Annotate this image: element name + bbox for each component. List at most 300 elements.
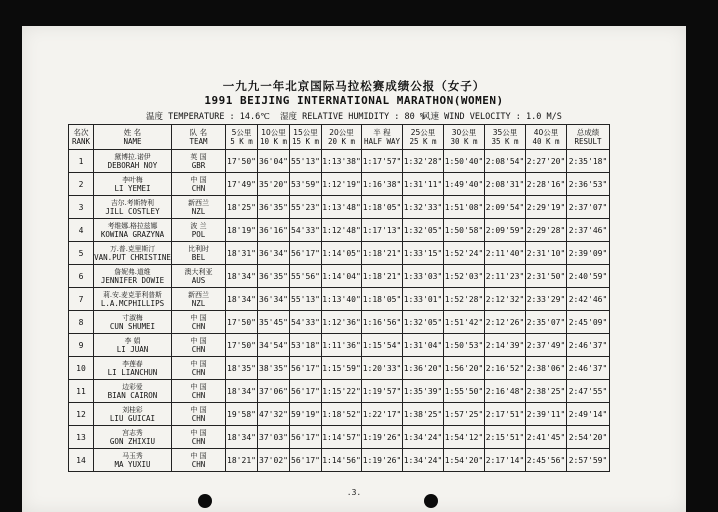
team-chinese: 中 国 xyxy=(190,175,207,184)
split-time-cell: 38'35" xyxy=(258,357,290,380)
team-code: CHN xyxy=(191,459,206,469)
split-time-cell: 18'34" xyxy=(226,288,258,311)
split-time-cell: 1:56'20" xyxy=(444,357,485,380)
split-time-cell: 55'13" xyxy=(290,150,322,173)
split-time-cell: 1:50'58" xyxy=(444,219,485,242)
name-english: LI YEMEI xyxy=(114,183,151,193)
split-time-cell: 1:33'15" xyxy=(403,242,444,265)
table-row xyxy=(69,449,610,472)
team-chinese: 新西兰 xyxy=(188,290,209,299)
name-chinese: 寸淑梅 xyxy=(122,313,143,322)
rank-cell: 2 xyxy=(69,173,94,196)
team-chinese: 中 国 xyxy=(190,313,207,322)
split-time-cell: 2:33'29" xyxy=(526,288,567,311)
split-time-cell: 1:12'48" xyxy=(322,219,362,242)
column-header-cn: 5公里 xyxy=(231,128,252,137)
split-time-cell: 56'17" xyxy=(290,357,322,380)
column-header-en: 35 K m xyxy=(491,137,519,146)
split-time-cell: 18'31" xyxy=(226,242,258,265)
split-time-cell: 2:38'06" xyxy=(526,357,567,380)
split-time-cell: 1:19'26" xyxy=(362,426,403,449)
split-time-cell: 1:13'48" xyxy=(322,196,362,219)
rank-cell: 6 xyxy=(69,265,94,288)
split-time-cell: 36'35" xyxy=(258,265,290,288)
split-time-cell: 55'56" xyxy=(290,265,322,288)
split-time-cell: 1:14'05" xyxy=(322,242,362,265)
split-time-cell: 59'19" xyxy=(290,403,322,426)
table-row xyxy=(69,196,610,219)
humidity-label-cn: 湿度 xyxy=(280,112,298,122)
result-cell: 2:37'46" xyxy=(567,219,610,242)
split-time-cell: 1:14'57" xyxy=(322,426,362,449)
name-english: JILL COSTLEY xyxy=(105,206,160,216)
team-code: CHN xyxy=(191,390,206,400)
split-time-cell: 34'54" xyxy=(258,334,290,357)
result-cell: 2:42'46" xyxy=(567,288,610,311)
split-time-cell: 1:13'38" xyxy=(322,150,362,173)
rank-cell: 9 xyxy=(69,334,94,357)
name-chinese: 黛博拉.诺伊 xyxy=(114,152,151,161)
column-header xyxy=(69,125,94,150)
name-cell xyxy=(94,265,172,288)
name-cell xyxy=(94,288,172,311)
name-chinese: 宫志秀 xyxy=(122,428,143,437)
split-time-cell: 2:11'23" xyxy=(485,265,526,288)
split-time-cell: 2:35'07" xyxy=(526,311,567,334)
column-header-en: 10 K m xyxy=(259,137,288,146)
rank-cell: 7 xyxy=(69,288,94,311)
team-chinese: 澳大利亚 xyxy=(184,267,213,276)
column-header-cn: 半 程 xyxy=(373,128,391,137)
title-chinese: 一九九一年北京国际马拉松赛成绩公报（女子） xyxy=(222,79,486,93)
split-time-cell: 35'20" xyxy=(258,173,290,196)
column-header-cn: 35公里 xyxy=(492,128,518,137)
split-time-cell: 1:13'40" xyxy=(322,288,362,311)
split-time-cell: 17'50" xyxy=(226,311,258,334)
split-time-cell: 1:18'05" xyxy=(362,196,403,219)
split-time-cell: 1:34'24" xyxy=(403,426,444,449)
split-time-cell: 2:31'10" xyxy=(526,242,567,265)
name-english: VAN.PUT CHRISTINE xyxy=(94,252,171,262)
split-time-cell: 1:31'04" xyxy=(403,334,444,357)
team-code: NZL xyxy=(191,298,206,308)
split-time-cell: 2:08'31" xyxy=(485,173,526,196)
team-code: NZL xyxy=(191,206,206,216)
team-cell xyxy=(172,288,226,311)
name-cell xyxy=(94,449,172,472)
wind-value: WIND VELOCITY : 1.0 M/S xyxy=(444,112,562,122)
table-row xyxy=(69,242,610,265)
split-time-cell: 1:18'52" xyxy=(322,403,362,426)
column-header xyxy=(94,125,172,150)
column-header xyxy=(567,125,610,150)
name-chinese: 詹妮弗.道维 xyxy=(114,267,151,276)
name-english: LI JUAN xyxy=(116,344,149,354)
name-chinese: 李 娟 xyxy=(124,336,141,345)
split-time-cell: 36'34" xyxy=(258,242,290,265)
split-time-cell: 18'25" xyxy=(226,196,258,219)
name-cell xyxy=(94,311,172,334)
split-time-cell: 2:39'11" xyxy=(526,403,567,426)
split-time-cell: 2:45'56" xyxy=(526,449,567,472)
split-time-cell: 1:52'03" xyxy=(444,265,485,288)
column-header-en: RESULT xyxy=(574,137,602,146)
team-code: CHN xyxy=(191,367,206,377)
split-time-cell: 18'21" xyxy=(226,449,258,472)
result-cell: 2:45'09" xyxy=(567,311,610,334)
team-cell xyxy=(172,380,226,403)
result-cell: 2:57'59" xyxy=(567,449,610,472)
name-english: CUN SHUMEI xyxy=(109,321,156,331)
name-cell xyxy=(94,357,172,380)
binder-hole xyxy=(198,494,212,508)
split-time-cell: 1:50'40" xyxy=(444,150,485,173)
column-header-en: 5 K m xyxy=(230,137,253,146)
team-cell xyxy=(172,449,226,472)
title-english: 1991 BEIJING INTERNATIONAL MARATHON(WOMEN) xyxy=(204,94,504,107)
column-header xyxy=(226,125,258,150)
split-time-cell: 1:33'01" xyxy=(403,288,444,311)
team-cell xyxy=(172,173,226,196)
name-chinese: 莉.安.麦克菲利普斯 xyxy=(103,290,162,299)
team-code: CHN xyxy=(191,436,206,446)
column-header-cn: 40公里 xyxy=(533,128,559,137)
split-time-cell: 1:19'57" xyxy=(362,380,403,403)
team-chinese: 比利时 xyxy=(188,244,209,253)
table-row xyxy=(69,150,610,173)
column-header-cn: 25公里 xyxy=(410,128,436,137)
name-english: KOWINA GRAZYNA xyxy=(100,229,165,239)
split-time-cell: 1:55'50" xyxy=(444,380,485,403)
table-row xyxy=(69,357,610,380)
name-english: GON ZHIXIU xyxy=(109,436,156,446)
result-cell: 2:35'18" xyxy=(567,150,610,173)
result-cell: 2:36'53" xyxy=(567,173,610,196)
team-cell xyxy=(172,219,226,242)
table-row xyxy=(69,426,610,449)
column-header xyxy=(290,125,322,150)
column-header-cn: 队 名 xyxy=(189,128,208,137)
name-cell xyxy=(94,334,172,357)
column-header xyxy=(526,125,567,150)
name-cell xyxy=(94,196,172,219)
name-cell xyxy=(94,403,172,426)
page-number: .3. xyxy=(346,488,362,497)
column-header xyxy=(485,125,526,150)
split-time-cell: 1:20'33" xyxy=(362,357,403,380)
split-time-cell: 17'50" xyxy=(226,150,258,173)
table-row xyxy=(69,380,610,403)
team-cell xyxy=(172,334,226,357)
result-cell: 2:39'09" xyxy=(567,242,610,265)
split-time-cell: 37'03" xyxy=(258,426,290,449)
split-time-cell: 2:17'14" xyxy=(485,449,526,472)
column-header-cn: 10公里 xyxy=(261,128,286,137)
split-time-cell: 1:49'40" xyxy=(444,173,485,196)
rank-cell: 14 xyxy=(69,449,94,472)
split-time-cell: 1:54'20" xyxy=(444,449,485,472)
wind-line xyxy=(422,110,562,122)
split-time-cell: 1:12'36" xyxy=(322,311,362,334)
name-cell xyxy=(94,426,172,449)
split-time-cell: 1:50'53" xyxy=(444,334,485,357)
result-cell: 2:47'55" xyxy=(567,380,610,403)
wind-label-cn: 风速 xyxy=(422,112,440,122)
split-time-cell: 1:33'03" xyxy=(403,265,444,288)
split-time-cell: 2:31'50" xyxy=(526,265,567,288)
rank-cell: 12 xyxy=(69,403,94,426)
name-english: DEBORAH NOY xyxy=(107,160,158,170)
split-time-cell: 2:12'32" xyxy=(485,288,526,311)
split-time-cell: 1:38'25" xyxy=(403,403,444,426)
split-time-cell: 19'58" xyxy=(226,403,258,426)
split-time-cell: 56'17" xyxy=(290,242,322,265)
team-cell xyxy=(172,311,226,334)
column-header xyxy=(403,125,444,150)
split-time-cell: 2:29'28" xyxy=(526,219,567,242)
column-header-cn: 30公里 xyxy=(451,128,477,137)
split-time-cell: 18'34" xyxy=(226,265,258,288)
split-time-cell: 1:36'20" xyxy=(403,357,444,380)
rank-cell: 13 xyxy=(69,426,94,449)
team-code: CHN xyxy=(191,321,206,331)
split-time-cell: 1:22'17" xyxy=(362,403,403,426)
column-header xyxy=(322,125,362,150)
column-header-en: HALF WAY xyxy=(363,137,401,146)
split-time-cell: 1:52'28" xyxy=(444,288,485,311)
name-cell xyxy=(94,173,172,196)
column-header-cn: 名次 xyxy=(73,128,89,137)
name-english: BIAN CAIRON xyxy=(107,390,158,400)
name-cell xyxy=(94,242,172,265)
team-cell xyxy=(172,196,226,219)
split-time-cell: 2:14'39" xyxy=(485,334,526,357)
split-time-cell: 1:18'05" xyxy=(362,288,403,311)
split-time-cell: 17'50" xyxy=(226,334,258,357)
split-time-cell: 2:16'48" xyxy=(485,380,526,403)
split-time-cell: 1:54'12" xyxy=(444,426,485,449)
split-time-cell: 1:51'42" xyxy=(444,311,485,334)
split-time-cell: 1:15'54" xyxy=(362,334,403,357)
name-cell xyxy=(94,219,172,242)
result-cell: 2:46'37" xyxy=(567,357,610,380)
column-header-cn: 15公里 xyxy=(293,128,318,137)
split-time-cell: 2:15'51" xyxy=(485,426,526,449)
team-chinese: 新西兰 xyxy=(188,198,209,207)
result-cell: 2:54'20" xyxy=(567,426,610,449)
split-time-cell: 18'34" xyxy=(226,380,258,403)
team-chinese: 英 国 xyxy=(190,152,207,161)
split-time-cell: 1:32'33" xyxy=(403,196,444,219)
split-time-cell: 1:17'57" xyxy=(362,150,403,173)
split-time-cell: 1:15'59" xyxy=(322,357,362,380)
team-code: CHN xyxy=(191,183,206,193)
split-time-cell: 54'33" xyxy=(290,311,322,334)
split-time-cell: 1:15'22" xyxy=(322,380,362,403)
split-time-cell: 1:31'11" xyxy=(403,173,444,196)
result-cell: 2:49'14" xyxy=(567,403,610,426)
split-time-cell: 1:34'24" xyxy=(403,449,444,472)
split-time-cell: 1:11'36" xyxy=(322,334,362,357)
split-time-cell: 53'18" xyxy=(290,334,322,357)
split-time-cell: 2:09'54" xyxy=(485,196,526,219)
column-header-cn: 姓 名 xyxy=(123,128,142,137)
split-time-cell: 36'16" xyxy=(258,219,290,242)
table-row xyxy=(69,403,610,426)
split-time-cell: 55'23" xyxy=(290,196,322,219)
team-cell xyxy=(172,403,226,426)
column-header-en: 40 K m xyxy=(532,137,560,146)
team-code: POL xyxy=(191,229,206,239)
rank-cell: 3 xyxy=(69,196,94,219)
rank-cell: 4 xyxy=(69,219,94,242)
column-header xyxy=(362,125,403,150)
team-code: AUS xyxy=(191,275,206,285)
name-english: LI LIANCHUN xyxy=(107,367,158,377)
results-table xyxy=(68,124,610,472)
table-row xyxy=(69,173,610,196)
split-time-cell: 56'17" xyxy=(290,380,322,403)
split-time-cell: 54'33" xyxy=(290,219,322,242)
name-cell xyxy=(94,380,172,403)
team-cell xyxy=(172,150,226,173)
split-time-cell: 36'34" xyxy=(258,288,290,311)
split-time-cell: 36'04" xyxy=(258,150,290,173)
table-row xyxy=(69,334,610,357)
column-header-en: 15 K m xyxy=(291,137,320,146)
team-cell xyxy=(172,242,226,265)
split-time-cell: 1:32'05" xyxy=(403,219,444,242)
column-header-en: RANK xyxy=(71,137,91,146)
column-header xyxy=(172,125,226,150)
name-chinese: 吉尔.考斯特利 xyxy=(111,198,154,207)
split-time-cell: 2:28'16" xyxy=(526,173,567,196)
rank-cell: 10 xyxy=(69,357,94,380)
split-time-cell: 1:51'08" xyxy=(444,196,485,219)
table-header-row xyxy=(69,125,610,150)
column-header-en: 25 K m xyxy=(409,137,437,146)
table-body xyxy=(69,150,610,472)
split-time-cell: 53'59" xyxy=(290,173,322,196)
split-time-cell: 1:14'56" xyxy=(322,449,362,472)
team-chinese: 中 国 xyxy=(190,359,207,368)
split-time-cell: 18'19" xyxy=(226,219,258,242)
name-chinese: 万.普.克里斯汀 xyxy=(109,244,156,253)
binder-hole xyxy=(424,494,438,508)
split-time-cell: 17'49" xyxy=(226,173,258,196)
name-english: JENNIFER DOWIE xyxy=(100,275,165,285)
rank-cell: 11 xyxy=(69,380,94,403)
name-english: MA YUXIU xyxy=(114,459,151,469)
split-time-cell: 2:38'25" xyxy=(526,380,567,403)
split-time-cell: 2:29'19" xyxy=(526,196,567,219)
split-time-cell: 37'06" xyxy=(258,380,290,403)
split-time-cell: 2:11'40" xyxy=(485,242,526,265)
column-header-en: 20 K m xyxy=(327,137,356,146)
split-time-cell: 2:41'45" xyxy=(526,426,567,449)
rank-cell: 8 xyxy=(69,311,94,334)
name-chinese: 刘桂彩 xyxy=(122,405,143,414)
split-time-cell: 1:19'26" xyxy=(362,449,403,472)
split-time-cell: 1:32'28" xyxy=(403,150,444,173)
team-chinese: 中 国 xyxy=(190,451,207,460)
name-chinese: 边彩爱 xyxy=(122,382,143,391)
split-time-cell: 1:16'56" xyxy=(362,311,403,334)
team-chinese: 中 国 xyxy=(190,428,207,437)
split-time-cell: 2:16'52" xyxy=(485,357,526,380)
split-time-cell: 2:27'20" xyxy=(526,150,567,173)
split-time-cell: 1:32'05" xyxy=(403,311,444,334)
column-header xyxy=(258,125,290,150)
temperature-label-cn: 温度 xyxy=(146,112,164,122)
team-code: CHN xyxy=(191,413,206,423)
result-cell: 2:46'37" xyxy=(567,334,610,357)
table-row xyxy=(69,265,610,288)
temperature-line xyxy=(146,110,270,122)
document-page xyxy=(22,26,686,512)
split-time-cell: 55'13" xyxy=(290,288,322,311)
temperature-value: TEMPERATURE : 14.6℃ xyxy=(168,112,270,122)
split-time-cell: 1:16'38" xyxy=(362,173,403,196)
team-cell xyxy=(172,357,226,380)
team-chinese: 波 兰 xyxy=(190,221,207,230)
table-row xyxy=(69,311,610,334)
split-time-cell: 1:18'21" xyxy=(362,265,403,288)
name-english: L.A.MCPHILLIPS xyxy=(100,298,165,308)
humidity-line xyxy=(280,110,425,122)
split-time-cell: 1:52'24" xyxy=(444,242,485,265)
split-time-cell: 37'02" xyxy=(258,449,290,472)
result-cell: 2:40'59" xyxy=(567,265,610,288)
column-header-en: 30 K m xyxy=(450,137,478,146)
split-time-cell: 2:17'51" xyxy=(485,403,526,426)
team-chinese: 中 国 xyxy=(190,382,207,391)
name-english: LIU GUICAI xyxy=(109,413,156,423)
result-cell: 2:37'07" xyxy=(567,196,610,219)
name-cell xyxy=(94,150,172,173)
table-row xyxy=(69,219,610,242)
split-time-cell: 47'32" xyxy=(258,403,290,426)
rank-cell: 5 xyxy=(69,242,94,265)
column-header xyxy=(444,125,485,150)
team-code: GBR xyxy=(191,160,206,170)
split-time-cell: 1:18'21" xyxy=(362,242,403,265)
split-time-cell: 1:35'39" xyxy=(403,380,444,403)
split-time-cell: 2:08'54" xyxy=(485,150,526,173)
split-time-cell: 2:12'26" xyxy=(485,311,526,334)
team-chinese: 中 国 xyxy=(190,336,207,345)
team-code: CHN xyxy=(191,344,206,354)
split-time-cell: 2:37'49" xyxy=(526,334,567,357)
column-header-cn: 20公里 xyxy=(329,128,354,137)
split-time-cell: 2:09'59" xyxy=(485,219,526,242)
split-time-cell: 56'17" xyxy=(290,426,322,449)
split-time-cell: 1:17'13" xyxy=(362,219,403,242)
split-time-cell: 1:57'25" xyxy=(444,403,485,426)
team-cell xyxy=(172,265,226,288)
split-time-cell: 56'17" xyxy=(290,449,322,472)
name-chinese: 考维娜.格拉兹娜 xyxy=(107,221,158,230)
column-header-en: TEAM xyxy=(189,137,208,146)
split-time-cell: 36'35" xyxy=(258,196,290,219)
team-code: BEL xyxy=(191,252,206,262)
split-time-cell: 18'34" xyxy=(226,426,258,449)
name-chinese: 李莲春 xyxy=(122,359,143,368)
split-time-cell: 1:12'19" xyxy=(322,173,362,196)
table-row xyxy=(69,288,610,311)
split-time-cell: 1:14'04" xyxy=(322,265,362,288)
column-header-cn: 总成绩 xyxy=(576,128,600,137)
